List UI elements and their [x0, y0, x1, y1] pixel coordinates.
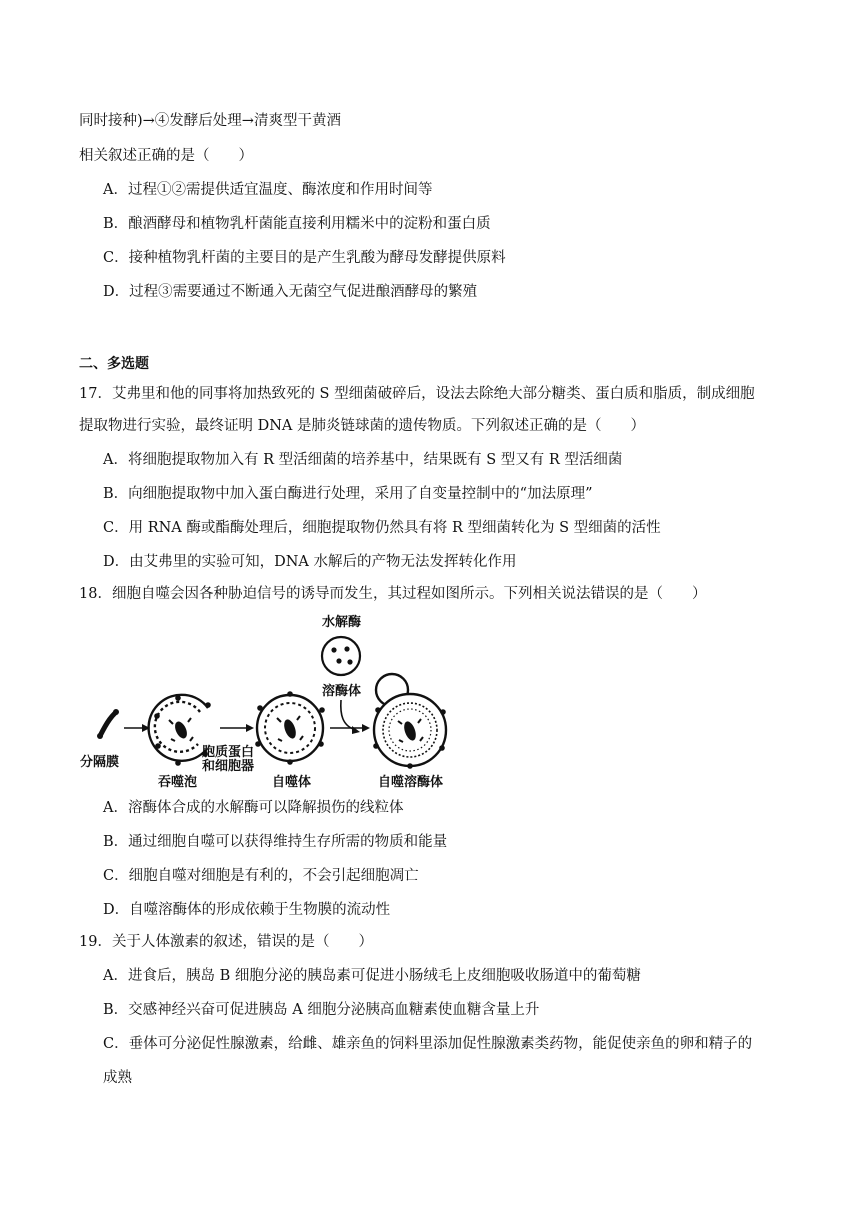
q16-option-c: C．接种植物乳杆菌的主要目的是产生乳酸为酵母发酵提供原料	[103, 250, 506, 266]
figure-label-lysosome: 溶酶体	[322, 684, 362, 699]
autophagosome-shape	[255, 691, 325, 765]
q19-option-c-continued: 成熟	[103, 1070, 132, 1086]
q18-option-d: D．自噬溶酶体的形成依赖于生物膜的流动性	[103, 902, 391, 918]
q17-option-b: B．向细胞提取物中加入蛋白酶进行处理，采用了自变量控制中的“加法原理”	[103, 486, 593, 502]
q17-stem-line1: 17．艾弗里和他的同事将加热致死的 S 型细菌破碎后，设法去除绝大部分糖类、蛋白质和脂质，制成细胞	[79, 386, 755, 402]
q16-prompt: 相关叙述正确的是（ ）	[79, 148, 253, 164]
q19-option-c: C．垂体可分泌促性腺激素，给雌、雄亲鱼的饲料里添加促性腺激素类药物，能促使亲鱼的卵和精子的	[103, 1036, 753, 1052]
q18-option-b: B．通过细胞自噬可以获得维持生存所需的物质和能量	[103, 834, 448, 850]
q19-option-b: B．交感神经兴奋可促进胰岛 A 细胞分泌胰高血糖素使血糖含量上升	[103, 1002, 540, 1018]
q17-option-a: A．将细胞提取物加入有 R 型活细菌的培养基中，结果既有 S 型又有 R 型活细菌	[103, 452, 623, 468]
q18-option-c: C．细胞自噬对细胞是有利的，不会引起细胞凋亡	[103, 868, 419, 884]
q16-option-b: B．酿酒酵母和植物乳杆菌能直接利用糯米中的淀粉和蛋白质	[103, 216, 491, 232]
figure-label-cargo-line2: 和细胞器	[202, 759, 255, 774]
q17-stem-line2: 提取物进行实验，最终证明 DNA 是肺炎链球菌的遗传物质。下列叙述正确的是（ ）	[79, 418, 645, 434]
figure-label-autophagosome: 自噬体	[272, 775, 312, 790]
figure-label-hydrolase: 水解酶	[322, 615, 362, 630]
lysosome-circle	[322, 637, 360, 675]
figure-label-phagophore: 吞噬泡	[158, 775, 198, 790]
q18-option-a: A．溶酶体合成的水解酶可以降解损伤的线粒体	[103, 800, 404, 816]
figure-label-cargo-line1: 胞质蛋白	[202, 745, 255, 760]
autolysosome-shape	[373, 674, 446, 769]
q16-continuation: 同时接种)→④发酵后处理→清爽型干黄酒	[79, 113, 341, 129]
q17-option-c: C．用 RNA 酶或酯酶处理后，细胞提取物仍然具有将 R 型细菌转化为 S 型细菌的活性	[103, 520, 661, 536]
q18-stem: 18．细胞自噬会因各种胁迫信号的诱导而发生，其过程如图所示。下列相关说法错误的是（ ）	[79, 586, 707, 602]
q19-option-a: A．进食后，胰岛 B 细胞分泌的胰岛素可促进小肠绒毛上皮细胞吸收肠道中的葡萄糖	[103, 968, 641, 984]
figure-label-autolysosome: 自噬溶酶体	[378, 775, 444, 790]
figure-label-membrane: 分隔膜	[80, 755, 120, 770]
q16-option-d: D．过程③需要通过不断通入无菌空气促进酿酒酵母的繁殖	[103, 284, 478, 300]
q17-option-d: D．由艾弗里的实验可知，DNA 水解后的产物无法发挥转化作用	[103, 554, 517, 570]
section-heading: 二、多选题	[79, 356, 149, 372]
q16-option-a: A．过程①②需提供适宜温度、酶浓度和作用时间等	[103, 182, 433, 198]
autophagy-figure	[78, 608, 478, 792]
q19-stem: 19．关于人体激素的叙述，错误的是（ ）	[79, 934, 373, 950]
